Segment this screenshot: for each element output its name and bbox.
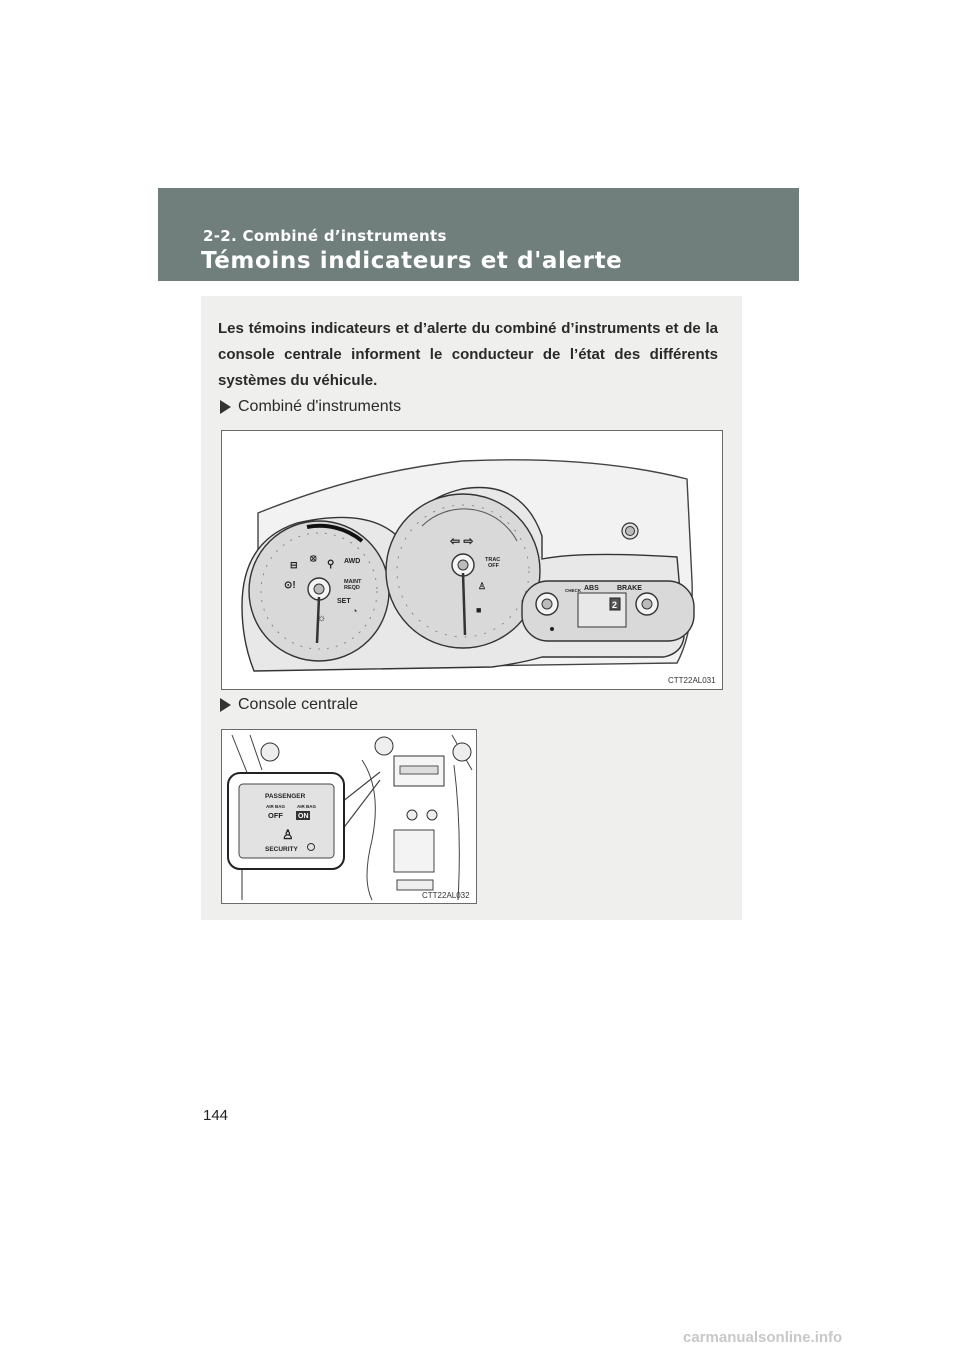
maint-label: MAINT (344, 579, 362, 585)
page-number: 144 (203, 1107, 229, 1124)
passenger-seatbelt-icon: ♙ (282, 827, 294, 842)
reqd-label: REQD (344, 585, 360, 591)
brake-label: BRAKE (617, 585, 642, 592)
security-label: SECURITY (265, 846, 298, 853)
awd-label: AWD (344, 558, 361, 565)
subheading-center-console (220, 696, 358, 714)
instrument-cluster-figure (221, 430, 723, 690)
airbag-left-label: AIR BAG (266, 804, 285, 809)
center-gauge (386, 494, 540, 648)
instrument-cluster-illustration (222, 431, 722, 689)
left-gauge (249, 521, 389, 661)
page-title: Témoins indicateurs et d'alerte (201, 248, 623, 274)
watermark: carmanualsonline.info (683, 1329, 843, 1346)
section-label: 2-2. Combiné d’instruments (203, 227, 447, 245)
airbag-off-label: OFF (268, 811, 283, 820)
triangle-bullet-icon (220, 698, 231, 712)
turn-signal-icon: ⇦ ⇨ (450, 534, 474, 548)
center-console-figure (221, 729, 477, 904)
set-label: SET (337, 598, 351, 605)
gear-indicator: 2 (612, 600, 618, 610)
center-console-illustration (222, 730, 476, 903)
trac-off-label: OFF (488, 563, 499, 569)
triangle-bullet-icon (220, 400, 231, 414)
check-engine-label: CHECK (565, 588, 582, 593)
passenger-label: PASSENGER (265, 793, 306, 800)
tire-pressure-icon: ⦻ (310, 553, 317, 564)
airbag-right-label: AIR BAG (297, 804, 316, 809)
right-panel (522, 581, 694, 641)
airbag-icon: ⚲ (327, 559, 335, 570)
airbag-on-label: ON (298, 813, 309, 820)
high-beam-icon: ■ (476, 605, 482, 615)
subheading-instrument-cluster (220, 398, 401, 416)
battery-icon: ⊟ (290, 560, 298, 570)
subheading-label: Combiné d'instruments (238, 398, 402, 415)
light-icon: ☼ (317, 613, 327, 624)
trac-label: TRAC (485, 557, 501, 563)
abs-label: ABS (584, 585, 599, 592)
figure-code: CTT22AL032 (422, 891, 470, 900)
figure-code: CTT22AL031 (668, 676, 716, 685)
warning-symbol: ⊙! (284, 580, 296, 591)
seatbelt-icon: ♙ (478, 581, 487, 591)
subheading-label: Console centrale (238, 696, 359, 713)
intro-paragraph: Les témoins indicateurs et d’alerte du combiné d’instruments et de la console centrale informent le conducteur de l’état des différents systèmes du véhicule. (218, 320, 718, 389)
cruise-icon: ◔ (352, 606, 358, 616)
